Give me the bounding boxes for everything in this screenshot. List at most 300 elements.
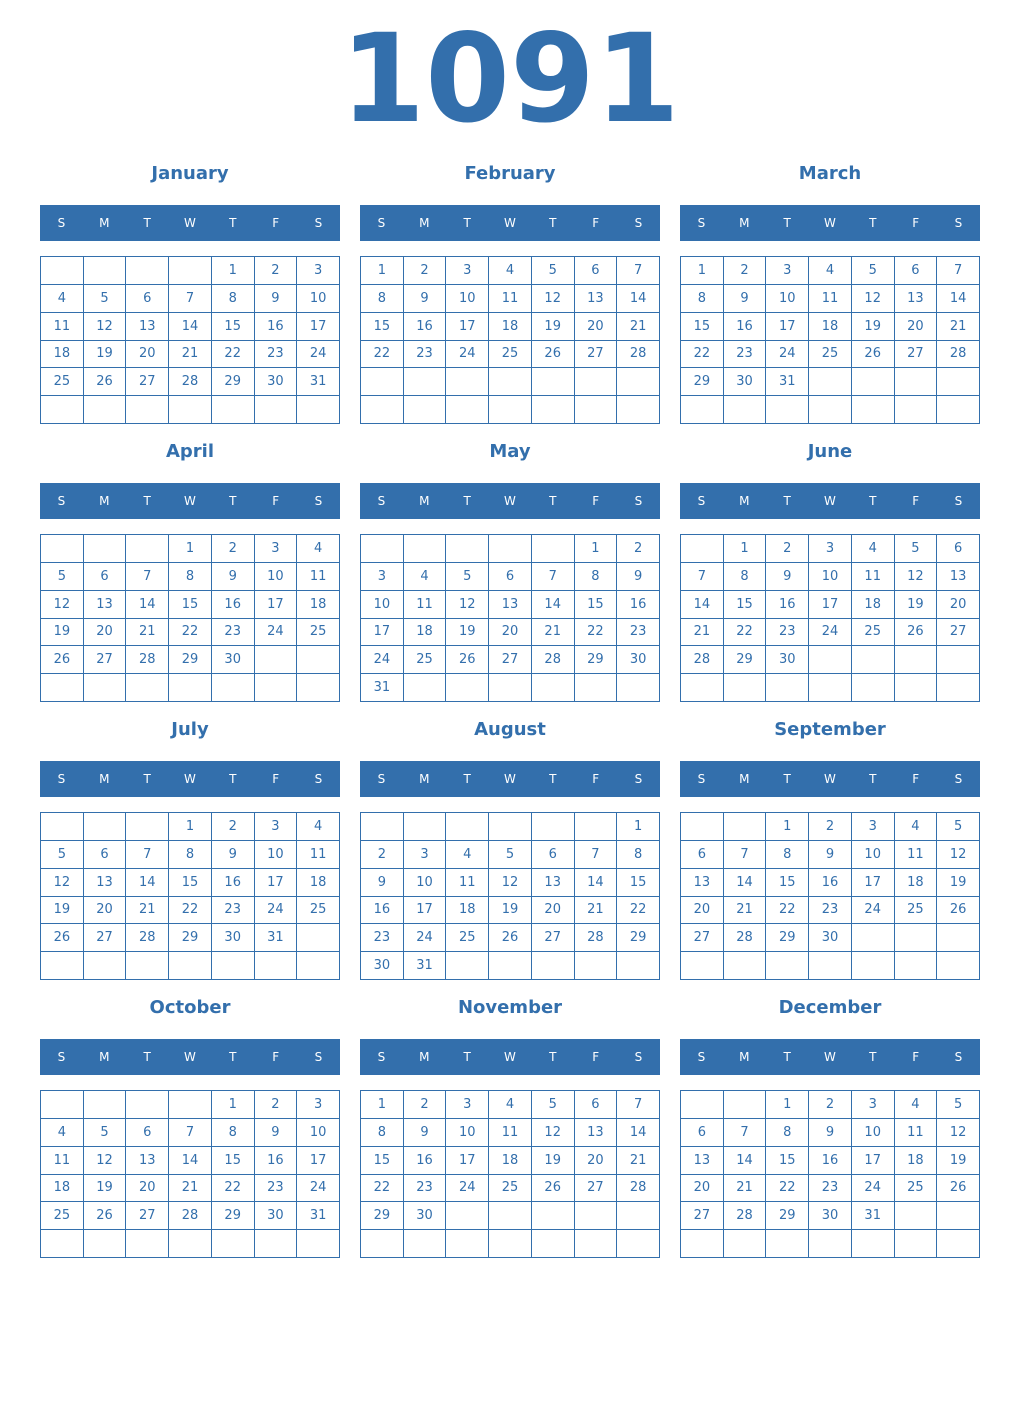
day-cell[interactable]: 21	[126, 897, 169, 925]
day-cell[interactable]: 9	[361, 869, 404, 897]
day-cell[interactable]: 28	[532, 646, 575, 674]
day-cell[interactable]: 13	[575, 1119, 618, 1147]
day-cell[interactable]: 6	[84, 563, 127, 591]
day-cell[interactable]: 8	[169, 841, 212, 869]
day-cell[interactable]: 21	[575, 897, 618, 925]
day-cell[interactable]: 3	[766, 257, 809, 285]
day-cell[interactable]: 8	[617, 841, 660, 869]
day-cell[interactable]: 29	[212, 1202, 255, 1230]
day-cell[interactable]: 8	[766, 1119, 809, 1147]
day-cell[interactable]: 22	[169, 897, 212, 925]
day-cell[interactable]: 21	[724, 897, 767, 925]
day-cell[interactable]: 17	[255, 869, 298, 897]
day-cell[interactable]: 7	[126, 841, 169, 869]
day-cell[interactable]: 8	[212, 1119, 255, 1147]
day-cell[interactable]: 1	[169, 813, 212, 841]
day-cell[interactable]: 19	[489, 897, 532, 925]
day-cell[interactable]: 3	[852, 1091, 895, 1119]
day-cell[interactable]: 1	[724, 535, 767, 563]
day-cell[interactable]: 10	[361, 591, 404, 619]
day-cell[interactable]: 15	[724, 591, 767, 619]
day-cell[interactable]: 11	[852, 563, 895, 591]
day-cell[interactable]: 11	[489, 285, 532, 313]
day-cell[interactable]: 25	[297, 619, 340, 647]
day-cell[interactable]: 7	[681, 563, 724, 591]
day-cell[interactable]: 7	[617, 1091, 660, 1119]
day-cell[interactable]: 17	[446, 313, 489, 341]
day-cell[interactable]: 21	[681, 619, 724, 647]
day-cell[interactable]: 29	[212, 368, 255, 396]
day-cell[interactable]: 6	[681, 841, 724, 869]
day-cell[interactable]: 28	[169, 368, 212, 396]
day-cell[interactable]: 5	[895, 535, 938, 563]
day-cell[interactable]: 2	[404, 257, 447, 285]
day-cell[interactable]: 17	[404, 897, 447, 925]
day-cell[interactable]: 12	[895, 563, 938, 591]
day-cell[interactable]: 4	[895, 813, 938, 841]
day-cell[interactable]: 18	[489, 313, 532, 341]
day-cell[interactable]: 9	[255, 1119, 298, 1147]
day-cell[interactable]: 3	[852, 813, 895, 841]
day-cell[interactable]: 20	[489, 619, 532, 647]
day-cell[interactable]: 5	[937, 1091, 980, 1119]
day-cell[interactable]: 22	[361, 1175, 404, 1203]
day-cell[interactable]: 6	[575, 257, 618, 285]
day-cell[interactable]: 14	[617, 1119, 660, 1147]
day-cell[interactable]: 6	[126, 1119, 169, 1147]
day-cell[interactable]: 26	[895, 619, 938, 647]
day-cell[interactable]: 11	[41, 1147, 84, 1175]
day-cell[interactable]: 6	[575, 1091, 618, 1119]
day-cell[interactable]: 5	[852, 257, 895, 285]
day-cell[interactable]: 30	[766, 646, 809, 674]
day-cell[interactable]: 22	[212, 341, 255, 369]
day-cell[interactable]: 31	[297, 1202, 340, 1230]
day-cell[interactable]: 18	[41, 341, 84, 369]
day-cell[interactable]: 2	[212, 813, 255, 841]
day-cell[interactable]: 5	[84, 1119, 127, 1147]
day-cell[interactable]: 20	[84, 897, 127, 925]
day-cell[interactable]: 12	[84, 313, 127, 341]
day-cell[interactable]: 9	[809, 841, 852, 869]
day-cell[interactable]: 1	[766, 1091, 809, 1119]
day-cell[interactable]: 26	[489, 924, 532, 952]
day-cell[interactable]: 11	[41, 313, 84, 341]
day-cell[interactable]: 20	[532, 897, 575, 925]
day-cell[interactable]: 13	[895, 285, 938, 313]
day-cell[interactable]: 27	[895, 341, 938, 369]
day-cell[interactable]: 2	[255, 1091, 298, 1119]
day-cell[interactable]: 9	[404, 285, 447, 313]
day-cell[interactable]: 9	[212, 841, 255, 869]
day-cell[interactable]: 3	[255, 535, 298, 563]
day-cell[interactable]: 15	[361, 1147, 404, 1175]
day-cell[interactable]: 14	[937, 285, 980, 313]
day-cell[interactable]: 20	[895, 313, 938, 341]
day-cell[interactable]: 19	[84, 341, 127, 369]
day-cell[interactable]: 14	[575, 869, 618, 897]
day-cell[interactable]: 4	[852, 535, 895, 563]
day-cell[interactable]: 29	[681, 368, 724, 396]
day-cell[interactable]: 18	[895, 869, 938, 897]
day-cell[interactable]: 7	[575, 841, 618, 869]
day-cell[interactable]: 23	[404, 1175, 447, 1203]
day-cell[interactable]: 4	[41, 285, 84, 313]
day-cell[interactable]: 16	[766, 591, 809, 619]
day-cell[interactable]: 25	[895, 897, 938, 925]
day-cell[interactable]: 5	[532, 1091, 575, 1119]
day-cell[interactable]: 17	[361, 619, 404, 647]
day-cell[interactable]: 23	[212, 619, 255, 647]
day-cell[interactable]: 2	[255, 257, 298, 285]
day-cell[interactable]: 20	[126, 1175, 169, 1203]
day-cell[interactable]: 26	[852, 341, 895, 369]
day-cell[interactable]: 13	[126, 1147, 169, 1175]
day-cell[interactable]: 13	[489, 591, 532, 619]
day-cell[interactable]: 12	[852, 285, 895, 313]
day-cell[interactable]: 21	[532, 619, 575, 647]
day-cell[interactable]: 26	[84, 368, 127, 396]
day-cell[interactable]: 16	[255, 1147, 298, 1175]
day-cell[interactable]: 29	[575, 646, 618, 674]
day-cell[interactable]: 5	[532, 257, 575, 285]
day-cell[interactable]: 1	[169, 535, 212, 563]
day-cell[interactable]: 28	[126, 646, 169, 674]
day-cell[interactable]: 27	[937, 619, 980, 647]
day-cell[interactable]: 14	[724, 1147, 767, 1175]
day-cell[interactable]: 11	[404, 591, 447, 619]
day-cell[interactable]: 20	[126, 341, 169, 369]
day-cell[interactable]: 12	[937, 841, 980, 869]
day-cell[interactable]: 25	[852, 619, 895, 647]
day-cell[interactable]: 31	[766, 368, 809, 396]
day-cell[interactable]: 6	[489, 563, 532, 591]
day-cell[interactable]: 16	[809, 869, 852, 897]
day-cell[interactable]: 18	[809, 313, 852, 341]
day-cell[interactable]: 26	[532, 341, 575, 369]
day-cell[interactable]: 1	[212, 257, 255, 285]
day-cell[interactable]: 16	[212, 591, 255, 619]
day-cell[interactable]: 8	[361, 285, 404, 313]
day-cell[interactable]: 28	[681, 646, 724, 674]
day-cell[interactable]: 22	[212, 1175, 255, 1203]
day-cell[interactable]: 20	[937, 591, 980, 619]
day-cell[interactable]: 25	[404, 646, 447, 674]
day-cell[interactable]: 24	[852, 897, 895, 925]
day-cell[interactable]: 26	[84, 1202, 127, 1230]
day-cell[interactable]: 15	[169, 591, 212, 619]
day-cell[interactable]: 9	[404, 1119, 447, 1147]
day-cell[interactable]: 13	[532, 869, 575, 897]
day-cell[interactable]: 10	[255, 841, 298, 869]
day-cell[interactable]: 12	[937, 1119, 980, 1147]
day-cell[interactable]: 24	[297, 1175, 340, 1203]
day-cell[interactable]: 4	[446, 841, 489, 869]
day-cell[interactable]: 4	[41, 1119, 84, 1147]
day-cell[interactable]: 20	[84, 619, 127, 647]
day-cell[interactable]: 12	[41, 591, 84, 619]
day-cell[interactable]: 7	[724, 841, 767, 869]
day-cell[interactable]: 3	[446, 257, 489, 285]
day-cell[interactable]: 17	[766, 313, 809, 341]
day-cell[interactable]: 10	[297, 1119, 340, 1147]
day-cell[interactable]: 19	[532, 313, 575, 341]
day-cell[interactable]: 20	[681, 1175, 724, 1203]
day-cell[interactable]: 23	[766, 619, 809, 647]
day-cell[interactable]: 10	[446, 1119, 489, 1147]
day-cell[interactable]: 27	[489, 646, 532, 674]
day-cell[interactable]: 7	[169, 1119, 212, 1147]
day-cell[interactable]: 14	[532, 591, 575, 619]
day-cell[interactable]: 4	[895, 1091, 938, 1119]
day-cell[interactable]: 11	[489, 1119, 532, 1147]
day-cell[interactable]: 31	[404, 952, 447, 980]
day-cell[interactable]: 11	[895, 1119, 938, 1147]
day-cell[interactable]: 2	[361, 841, 404, 869]
day-cell[interactable]: 23	[404, 341, 447, 369]
day-cell[interactable]: 25	[41, 1202, 84, 1230]
day-cell[interactable]: 14	[126, 869, 169, 897]
day-cell[interactable]: 15	[212, 313, 255, 341]
day-cell[interactable]: 9	[766, 563, 809, 591]
day-cell[interactable]: 30	[212, 646, 255, 674]
day-cell[interactable]: 5	[41, 563, 84, 591]
day-cell[interactable]: 11	[446, 869, 489, 897]
day-cell[interactable]: 2	[809, 813, 852, 841]
day-cell[interactable]: 7	[126, 563, 169, 591]
day-cell[interactable]: 10	[255, 563, 298, 591]
day-cell[interactable]: 6	[937, 535, 980, 563]
day-cell[interactable]: 2	[212, 535, 255, 563]
day-cell[interactable]: 5	[937, 813, 980, 841]
day-cell[interactable]: 24	[404, 924, 447, 952]
day-cell[interactable]: 21	[937, 313, 980, 341]
day-cell[interactable]: 25	[895, 1175, 938, 1203]
day-cell[interactable]: 9	[212, 563, 255, 591]
day-cell[interactable]: 18	[852, 591, 895, 619]
day-cell[interactable]: 11	[297, 563, 340, 591]
day-cell[interactable]: 18	[489, 1147, 532, 1175]
day-cell[interactable]: 10	[297, 285, 340, 313]
day-cell[interactable]: 13	[681, 1147, 724, 1175]
day-cell[interactable]: 20	[681, 897, 724, 925]
day-cell[interactable]: 19	[41, 897, 84, 925]
day-cell[interactable]: 14	[681, 591, 724, 619]
day-cell[interactable]: 14	[169, 313, 212, 341]
day-cell[interactable]: 16	[404, 1147, 447, 1175]
day-cell[interactable]: 21	[724, 1175, 767, 1203]
day-cell[interactable]: 31	[361, 674, 404, 702]
day-cell[interactable]: 14	[169, 1147, 212, 1175]
day-cell[interactable]: 19	[84, 1175, 127, 1203]
day-cell[interactable]: 8	[361, 1119, 404, 1147]
day-cell[interactable]: 29	[169, 924, 212, 952]
day-cell[interactable]: 3	[446, 1091, 489, 1119]
day-cell[interactable]: 9	[255, 285, 298, 313]
day-cell[interactable]: 1	[361, 1091, 404, 1119]
day-cell[interactable]: 28	[617, 341, 660, 369]
day-cell[interactable]: 24	[297, 341, 340, 369]
day-cell[interactable]: 18	[404, 619, 447, 647]
day-cell[interactable]: 17	[809, 591, 852, 619]
day-cell[interactable]: 11	[895, 841, 938, 869]
day-cell[interactable]: 8	[575, 563, 618, 591]
day-cell[interactable]: 28	[724, 924, 767, 952]
day-cell[interactable]: 24	[361, 646, 404, 674]
day-cell[interactable]: 10	[766, 285, 809, 313]
day-cell[interactable]: 6	[84, 841, 127, 869]
day-cell[interactable]: 2	[724, 257, 767, 285]
day-cell[interactable]: 17	[446, 1147, 489, 1175]
day-cell[interactable]: 3	[809, 535, 852, 563]
day-cell[interactable]: 31	[852, 1202, 895, 1230]
day-cell[interactable]: 13	[126, 313, 169, 341]
day-cell[interactable]: 19	[532, 1147, 575, 1175]
day-cell[interactable]: 18	[297, 869, 340, 897]
day-cell[interactable]: 6	[681, 1119, 724, 1147]
day-cell[interactable]: 17	[255, 591, 298, 619]
day-cell[interactable]: 17	[297, 313, 340, 341]
day-cell[interactable]: 24	[852, 1175, 895, 1203]
day-cell[interactable]: 15	[617, 869, 660, 897]
day-cell[interactable]: 29	[169, 646, 212, 674]
day-cell[interactable]: 21	[169, 341, 212, 369]
day-cell[interactable]: 29	[724, 646, 767, 674]
day-cell[interactable]: 6	[895, 257, 938, 285]
day-cell[interactable]: 12	[532, 285, 575, 313]
day-cell[interactable]: 15	[766, 1147, 809, 1175]
day-cell[interactable]: 18	[446, 897, 489, 925]
day-cell[interactable]: 30	[809, 924, 852, 952]
day-cell[interactable]: 13	[84, 869, 127, 897]
day-cell[interactable]: 8	[766, 841, 809, 869]
day-cell[interactable]: 16	[809, 1147, 852, 1175]
day-cell[interactable]: 4	[297, 813, 340, 841]
day-cell[interactable]: 15	[681, 313, 724, 341]
day-cell[interactable]: 16	[361, 897, 404, 925]
day-cell[interactable]: 3	[404, 841, 447, 869]
day-cell[interactable]: 26	[532, 1175, 575, 1203]
day-cell[interactable]: 30	[724, 368, 767, 396]
day-cell[interactable]: 15	[169, 869, 212, 897]
day-cell[interactable]: 28	[575, 924, 618, 952]
day-cell[interactable]: 21	[169, 1175, 212, 1203]
day-cell[interactable]: 3	[297, 1091, 340, 1119]
day-cell[interactable]: 30	[212, 924, 255, 952]
day-cell[interactable]: 4	[404, 563, 447, 591]
day-cell[interactable]: 30	[809, 1202, 852, 1230]
day-cell[interactable]: 25	[809, 341, 852, 369]
day-cell[interactable]: 27	[575, 1175, 618, 1203]
day-cell[interactable]: 7	[532, 563, 575, 591]
day-cell[interactable]: 4	[297, 535, 340, 563]
day-cell[interactable]: 18	[297, 591, 340, 619]
day-cell[interactable]: 27	[126, 1202, 169, 1230]
day-cell[interactable]: 16	[724, 313, 767, 341]
day-cell[interactable]: 31	[297, 368, 340, 396]
day-cell[interactable]: 23	[724, 341, 767, 369]
day-cell[interactable]: 14	[617, 285, 660, 313]
day-cell[interactable]: 30	[255, 1202, 298, 1230]
day-cell[interactable]: 2	[766, 535, 809, 563]
day-cell[interactable]: 19	[446, 619, 489, 647]
day-cell[interactable]: 16	[212, 869, 255, 897]
day-cell[interactable]: 10	[404, 869, 447, 897]
day-cell[interactable]: 22	[575, 619, 618, 647]
day-cell[interactable]: 19	[937, 869, 980, 897]
day-cell[interactable]: 20	[575, 1147, 618, 1175]
day-cell[interactable]: 16	[617, 591, 660, 619]
day-cell[interactable]: 16	[255, 313, 298, 341]
day-cell[interactable]: 8	[724, 563, 767, 591]
day-cell[interactable]: 13	[681, 869, 724, 897]
day-cell[interactable]: 31	[255, 924, 298, 952]
day-cell[interactable]: 23	[809, 897, 852, 925]
day-cell[interactable]: 15	[361, 313, 404, 341]
day-cell[interactable]: 12	[489, 869, 532, 897]
day-cell[interactable]: 1	[212, 1091, 255, 1119]
day-cell[interactable]: 29	[766, 1202, 809, 1230]
day-cell[interactable]: 21	[617, 1147, 660, 1175]
day-cell[interactable]: 25	[41, 368, 84, 396]
day-cell[interactable]: 14	[126, 591, 169, 619]
day-cell[interactable]: 27	[575, 341, 618, 369]
day-cell[interactable]: 30	[617, 646, 660, 674]
day-cell[interactable]: 1	[617, 813, 660, 841]
day-cell[interactable]: 2	[617, 535, 660, 563]
day-cell[interactable]: 5	[489, 841, 532, 869]
day-cell[interactable]: 21	[617, 313, 660, 341]
day-cell[interactable]: 4	[489, 1091, 532, 1119]
day-cell[interactable]: 22	[361, 341, 404, 369]
day-cell[interactable]: 12	[532, 1119, 575, 1147]
day-cell[interactable]: 4	[809, 257, 852, 285]
day-cell[interactable]: 19	[895, 591, 938, 619]
day-cell[interactable]: 2	[809, 1091, 852, 1119]
day-cell[interactable]: 5	[446, 563, 489, 591]
day-cell[interactable]: 6	[126, 285, 169, 313]
day-cell[interactable]: 13	[937, 563, 980, 591]
day-cell[interactable]: 24	[255, 619, 298, 647]
day-cell[interactable]: 23	[809, 1175, 852, 1203]
day-cell[interactable]: 1	[575, 535, 618, 563]
day-cell[interactable]: 9	[617, 563, 660, 591]
day-cell[interactable]: 22	[169, 619, 212, 647]
day-cell[interactable]: 11	[809, 285, 852, 313]
day-cell[interactable]: 5	[41, 841, 84, 869]
day-cell[interactable]: 1	[766, 813, 809, 841]
day-cell[interactable]: 18	[895, 1147, 938, 1175]
day-cell[interactable]: 15	[575, 591, 618, 619]
day-cell[interactable]: 8	[212, 285, 255, 313]
day-cell[interactable]: 27	[84, 924, 127, 952]
day-cell[interactable]: 8	[169, 563, 212, 591]
day-cell[interactable]: 22	[617, 897, 660, 925]
day-cell[interactable]: 10	[446, 285, 489, 313]
day-cell[interactable]: 27	[126, 368, 169, 396]
day-cell[interactable]: 12	[84, 1147, 127, 1175]
day-cell[interactable]: 22	[724, 619, 767, 647]
day-cell[interactable]: 7	[937, 257, 980, 285]
day-cell[interactable]: 27	[681, 1202, 724, 1230]
day-cell[interactable]: 29	[361, 1202, 404, 1230]
day-cell[interactable]: 19	[937, 1147, 980, 1175]
day-cell[interactable]: 7	[617, 257, 660, 285]
day-cell[interactable]: 16	[404, 313, 447, 341]
day-cell[interactable]: 18	[41, 1175, 84, 1203]
day-cell[interactable]: 24	[446, 341, 489, 369]
day-cell[interactable]: 29	[617, 924, 660, 952]
